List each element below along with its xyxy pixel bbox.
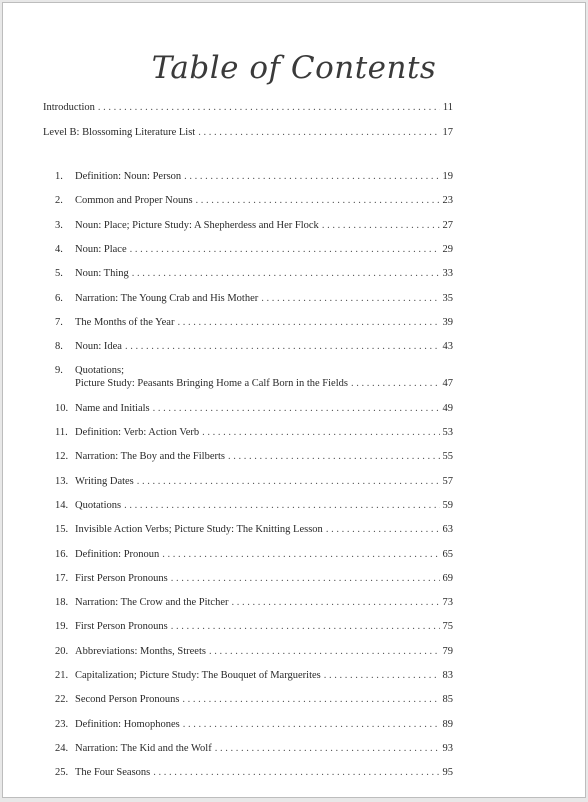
dot-leader xyxy=(215,742,440,755)
entry-title-line1: Quotations; xyxy=(75,365,124,377)
lesson-number: 9. xyxy=(55,365,63,377)
lesson-number: 1. xyxy=(55,171,63,182)
page-number: 35 xyxy=(442,292,453,304)
page-number: 53 xyxy=(442,427,453,438)
dot-leader xyxy=(98,101,440,114)
entry-title: First Person Pronouns xyxy=(75,572,168,584)
dot-leader xyxy=(153,766,439,779)
dot-leader xyxy=(125,340,440,353)
entry-title: Narration: The Young Crab and His Mother xyxy=(75,292,259,304)
lesson-number: 17. xyxy=(55,572,69,584)
page-number: 65 xyxy=(442,548,453,560)
dot-leader xyxy=(177,316,439,329)
entry-title: Noun: Idea xyxy=(75,341,122,353)
dot-leader xyxy=(324,669,440,682)
page-number: 89 xyxy=(442,718,453,730)
entry-title: Common and Proper Nouns xyxy=(75,195,193,207)
entry-title: The Months of the Year xyxy=(75,316,175,328)
lesson-number: 15. xyxy=(55,524,69,536)
page-title: Table of Contents xyxy=(151,49,437,86)
lesson-number: 16. xyxy=(55,548,69,560)
lesson-number: 11. xyxy=(55,427,68,438)
page-number: 49 xyxy=(442,402,453,414)
page-number: 47 xyxy=(442,378,453,390)
page-number: 19 xyxy=(442,171,453,182)
dot-leader xyxy=(137,475,440,488)
dot-leader xyxy=(228,450,440,463)
entry-title: The Four Seasons xyxy=(75,767,151,779)
dot-leader xyxy=(231,596,439,609)
dot-leader xyxy=(171,572,440,585)
dot-leader xyxy=(153,402,440,415)
entry-title: Name and Initials xyxy=(75,402,150,414)
lesson-number: 3. xyxy=(55,219,63,231)
entry-title: Narration: The Crow and the Pitcher xyxy=(75,597,229,609)
lesson-number: 18. xyxy=(55,597,69,609)
dot-leader xyxy=(162,548,439,561)
document-page xyxy=(2,2,586,798)
dot-leader xyxy=(196,194,440,207)
page-number: 17 xyxy=(442,127,453,138)
lesson-number: 24. xyxy=(55,742,69,754)
entry-title: Noun: Thing xyxy=(75,268,129,280)
page-number: 11 xyxy=(442,102,453,113)
dot-leader xyxy=(322,219,440,232)
entry-title: Level B: Blossoming Literature List xyxy=(43,127,196,138)
lesson-number: 6. xyxy=(55,292,63,304)
lesson-number: 8. xyxy=(55,341,63,353)
page-number: 55 xyxy=(442,451,453,463)
dot-leader xyxy=(326,523,440,536)
page-number: 59 xyxy=(442,499,453,511)
entry-title: Narration: The Kid and the Wolf xyxy=(75,742,212,754)
page-number: 73 xyxy=(442,597,453,609)
lesson-number: 19. xyxy=(55,621,69,633)
page-number: 93 xyxy=(442,742,453,754)
dot-leader xyxy=(132,267,440,280)
lesson-number: 21. xyxy=(55,670,69,681)
entry-title: Definition: Verb: Action Verb xyxy=(75,427,200,438)
lesson-number: 25. xyxy=(55,767,69,779)
entry-title: Noun: Place; Picture Study: A Shepherdess and Her Flock xyxy=(75,219,319,231)
page-number: 27 xyxy=(442,219,453,231)
lesson-number: 5. xyxy=(55,268,63,280)
entry-title: Picture Study: Peasants Bringing Home a Calf Born in the Fields xyxy=(75,378,348,390)
lesson-number: 22. xyxy=(55,694,69,706)
lesson-number: 4. xyxy=(55,243,63,255)
dot-leader xyxy=(351,377,440,390)
page-number: 79 xyxy=(442,645,453,657)
lesson-number: 12. xyxy=(55,451,69,463)
dot-leader xyxy=(184,170,439,183)
dot-leader xyxy=(261,292,439,305)
entry-title: Invisible Action Verbs; Picture Study: The Knitting Lesson xyxy=(75,524,323,536)
entry-title: Capitalization; Picture Study: The Bouquet of Marguerites xyxy=(75,670,321,681)
lesson-number: 14. xyxy=(55,499,69,511)
dot-leader xyxy=(124,499,439,512)
entry-title: Definition: Pronoun xyxy=(75,548,160,560)
dot-leader xyxy=(182,693,439,706)
dot-leader xyxy=(171,620,440,633)
dot-leader xyxy=(183,718,440,731)
lesson-number: 2. xyxy=(55,195,63,207)
entry-title: Abbreviations: Months, Streets xyxy=(75,645,206,657)
page-number: 43 xyxy=(442,341,453,353)
entry-title: Second Person Pronouns xyxy=(75,694,180,706)
dot-leader xyxy=(198,126,439,139)
entry-title: Definition: Noun: Person xyxy=(75,171,182,182)
entry-title: Quotations xyxy=(75,499,122,511)
lesson-number: 10. xyxy=(55,402,69,414)
dot-leader xyxy=(209,645,440,658)
page-number: 69 xyxy=(442,572,453,584)
page-number: 63 xyxy=(442,524,453,536)
page-number: 95 xyxy=(442,767,453,779)
lesson-number: 23. xyxy=(55,718,69,730)
entry-title: Narration: The Boy and the Filberts xyxy=(75,451,225,463)
dot-leader xyxy=(130,243,440,256)
lesson-number: 20. xyxy=(55,645,69,657)
entry-title: First Person Pronouns xyxy=(75,621,168,633)
page-number: 29 xyxy=(442,243,453,255)
entry-title: Definition: Homophones xyxy=(75,718,180,730)
page-number: 33 xyxy=(442,268,453,280)
page-number: 23 xyxy=(442,195,453,207)
entry-title: Introduction xyxy=(43,102,95,113)
entry-title: Noun: Place xyxy=(75,243,127,255)
page-number: 85 xyxy=(442,694,453,706)
lesson-number: 7. xyxy=(55,316,63,328)
page-number: 83 xyxy=(442,670,453,681)
page-number: 57 xyxy=(442,475,453,487)
entry-title: Writing Dates xyxy=(75,475,134,487)
page-number: 75 xyxy=(442,621,453,633)
lesson-number: 13. xyxy=(55,475,69,487)
dot-leader xyxy=(202,426,439,439)
page-number: 39 xyxy=(442,316,453,328)
